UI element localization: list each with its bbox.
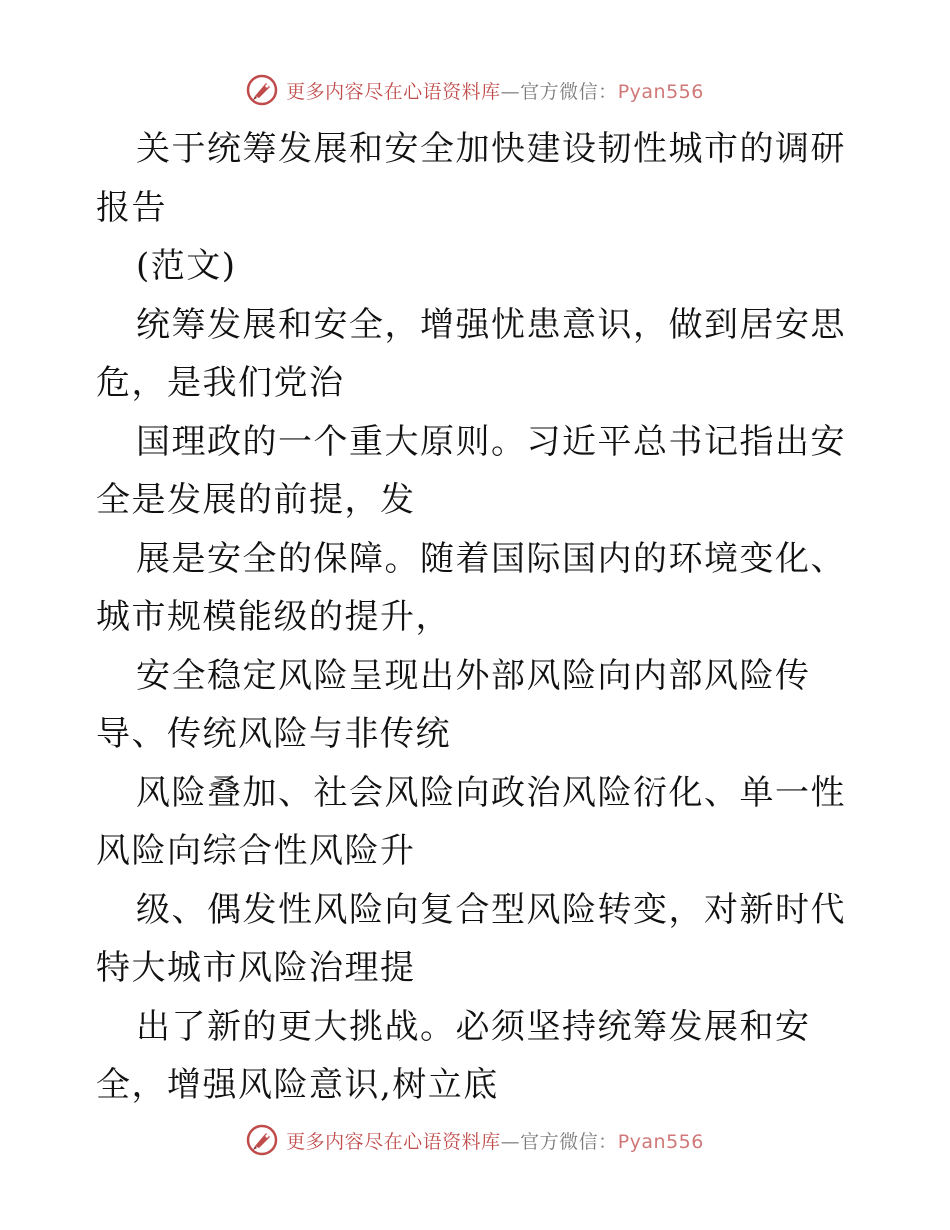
paragraph: 出了新的更大挑战。必须坚持统筹发展和安全，增强风险意识,树立底 (96, 1006, 811, 1105)
banner-wechat-id: Pyan556 (617, 80, 704, 103)
banner-separator: — (500, 80, 521, 103)
pen-nib-logo-icon (246, 74, 278, 106)
paragraph: 风险叠加、社会风险向政治风险衍化、单一性风险向综合性风险升 (96, 772, 846, 871)
pen-nib-logo-icon (246, 1124, 278, 1156)
document-title: 关于统筹发展和安全加快建设韧性城市的调研报告 (96, 129, 846, 228)
banner-separator: — (500, 1130, 521, 1153)
banner-text (286, 1127, 704, 1154)
banner-brand-text: 更多内容尽在心语资料库 (286, 80, 501, 103)
banner-wechat-label: 官方微信： (520, 80, 618, 103)
banner-brand-text: 更多内容尽在心语资料库 (286, 1130, 501, 1153)
header-banner (0, 70, 950, 110)
banner-wechat-id: Pyan556 (617, 1130, 704, 1153)
paragraph: 统筹发展和安全，增强忧患意识，做到居安思危，是我们党治 (96, 304, 846, 403)
banner-wechat-label: 官方微信： (520, 1130, 618, 1153)
banner-text (286, 77, 704, 104)
paragraph: 国理政的一个重大原则。习近平总书记指出安全是发展的前提，发 (96, 421, 846, 520)
document-body (96, 120, 856, 1115)
document-subtitle: (范文) (136, 246, 237, 286)
footer-banner (0, 1120, 950, 1160)
paragraph: 安全稳定风险呈现出外部风险向内部风险传导、传统风险与非传统 (96, 655, 811, 754)
paragraph: 展是安全的保障。随着国际国内的环境变化、城市规模能级的提升， (96, 538, 846, 637)
paragraph: 级、偶发性风险向复合型风险转变，对新时代特大城市风险治理提 (96, 889, 846, 988)
